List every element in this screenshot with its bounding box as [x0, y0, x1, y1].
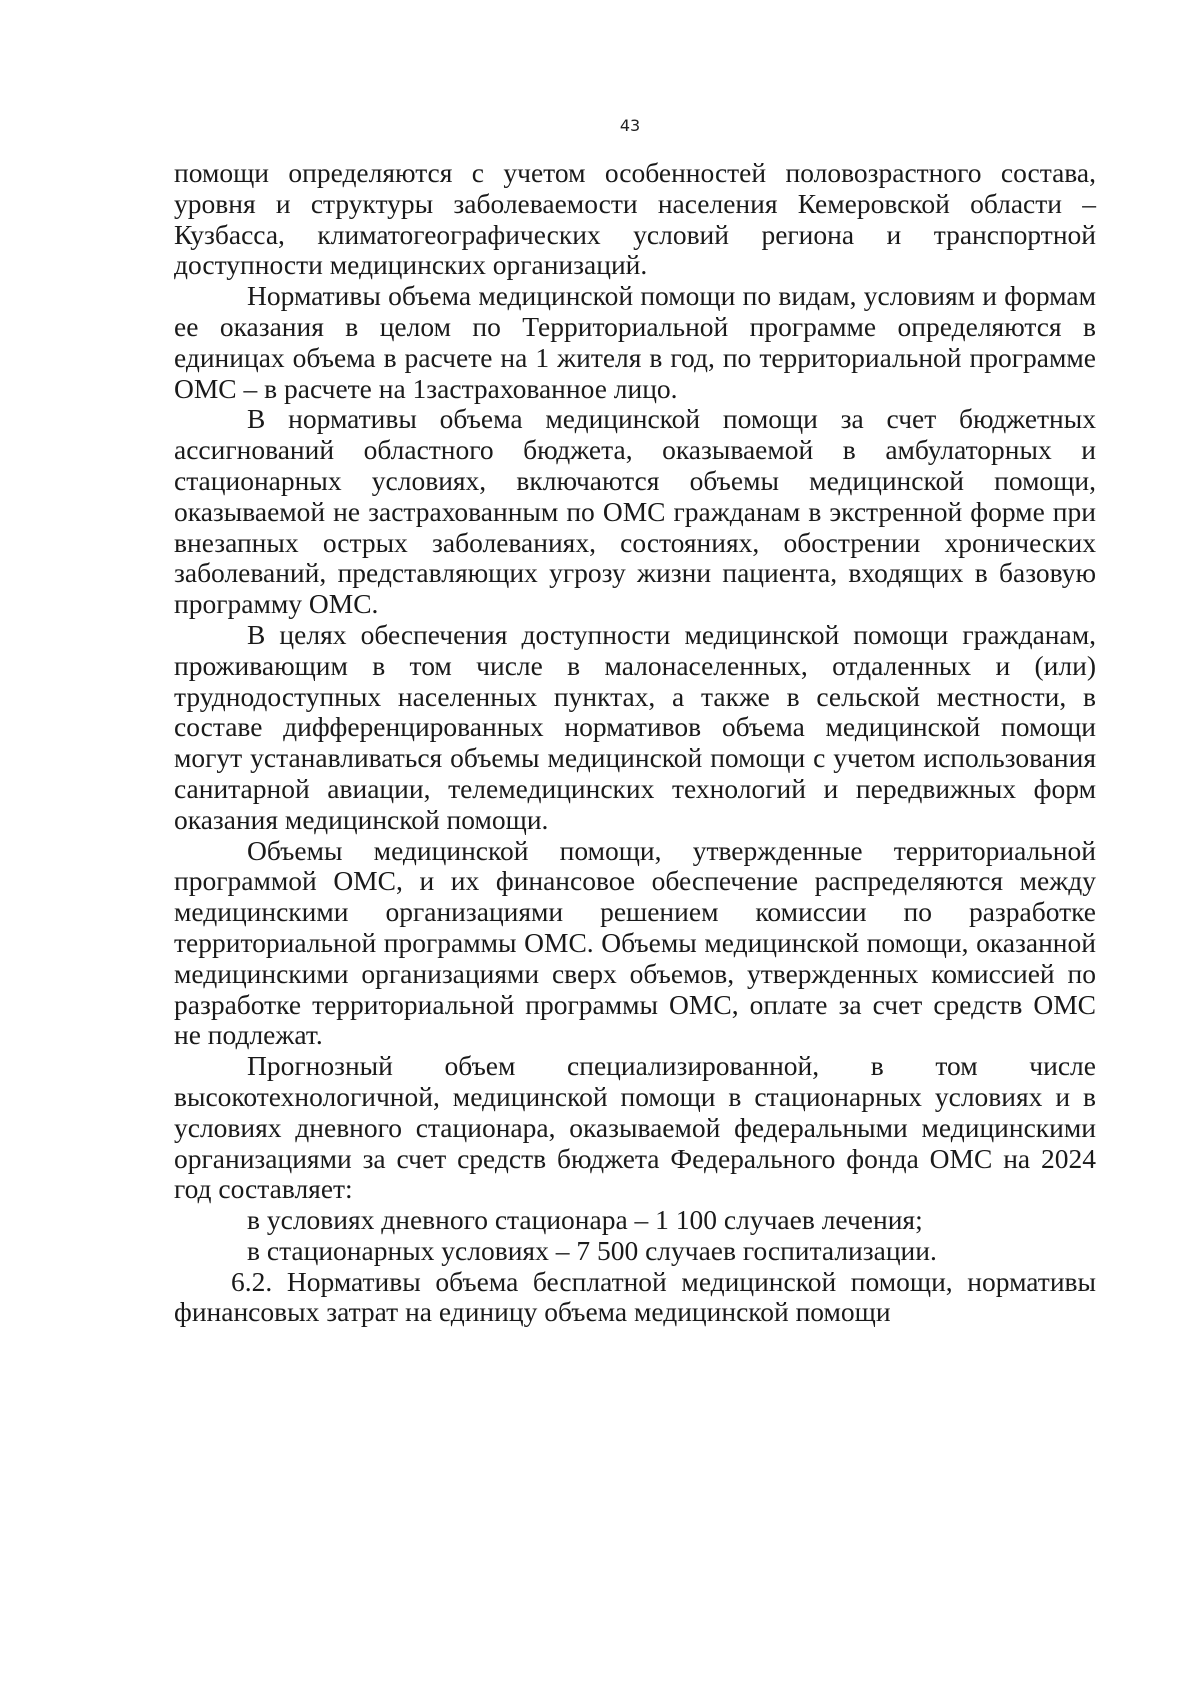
section-heading-6-2: 6.2. Нормативы объема бесплатной медицинской помощи, нормативы финансовых затрат на единицу объема медицинской помощи: [174, 1265, 1096, 1328]
paragraph-volume-norms: Нормативы объема медицинской помощи по видам, условиям и формам ее оказания в целом по Территориальной программе определяются в единицах объема в расчете на 1 жителя в год, по территориальной программе ОМС – в расчете на 1застрахованное лицо.: [174, 280, 1096, 404]
page-number: 43: [619, 116, 641, 135]
paragraph-accessibility: В целях обеспечения доступности медицинской помощи гражданам, проживающим в том числе в малонаселенных, отдаленных и (или) труднодоступных населенных пунктах, а также в сельской местности, в составе дифференцированных нормативов объема медицинской помощи могут устанавливаться объемы медицинской помощи с учетом использования санитарной авиации, телемедицинских технологий и передвижных форм оказания медицинской помощи.: [174, 618, 1096, 835]
paragraph-forecast-volume: Прогнозный объем специализированной, в том числе высокотехнологичной, медицинской помощи в стационарных условиях и в условиях дневного стационара, оказываемой федеральными медицинскими организациями за счет средств бюджета Федерального фонда ОМС на 2024 год составляет:: [174, 1050, 1096, 1205]
list-item-day-hospital: в условиях дневного стационара – 1 100 случаев лечения;: [247, 1204, 923, 1236]
paragraph-continuation: помощи определяются с учетом особенностей половозрастного состава, уровня и структуры заболеваемости населения Кемеровской области – Кузбасса, климатогеографических условий региона и транспортной доступности медицинских организаций.: [174, 157, 1096, 281]
document-body: [174, 158, 1096, 1328]
paragraph-budget-allocations: В нормативы объема медицинской помощи за счет бюджетных ассигнований областного бюджета, оказываемой в амбулаторных и стационарных условиях, включаются объемы медицинской помощи, оказываемой не застрахованным по ОМС гражданам в экстренной форме при внезапных острых заболеваниях, состояниях, обострении хронических заболеваний, представляющих угрозу жизни пациента, входящих в базовую программу ОМС.: [174, 403, 1096, 620]
paragraph-oms-volumes: Объемы медицинской помощи, утвержденные территориальной программой ОМС, и их финансовое обеспечение распределяются между медицинскими организациями решением комиссии по разработке территориальной программы ОМС. Объемы медицинской помощи, оказанной медицинскими организациями сверх объемов, утвержденных комиссией по разработке территориальной программы ОМС, оплате за счет средств ОМС не подлежат.: [174, 834, 1096, 1051]
list-item-inpatient: в стационарных условиях – 7 500 случаев госпитализации.: [247, 1234, 937, 1266]
